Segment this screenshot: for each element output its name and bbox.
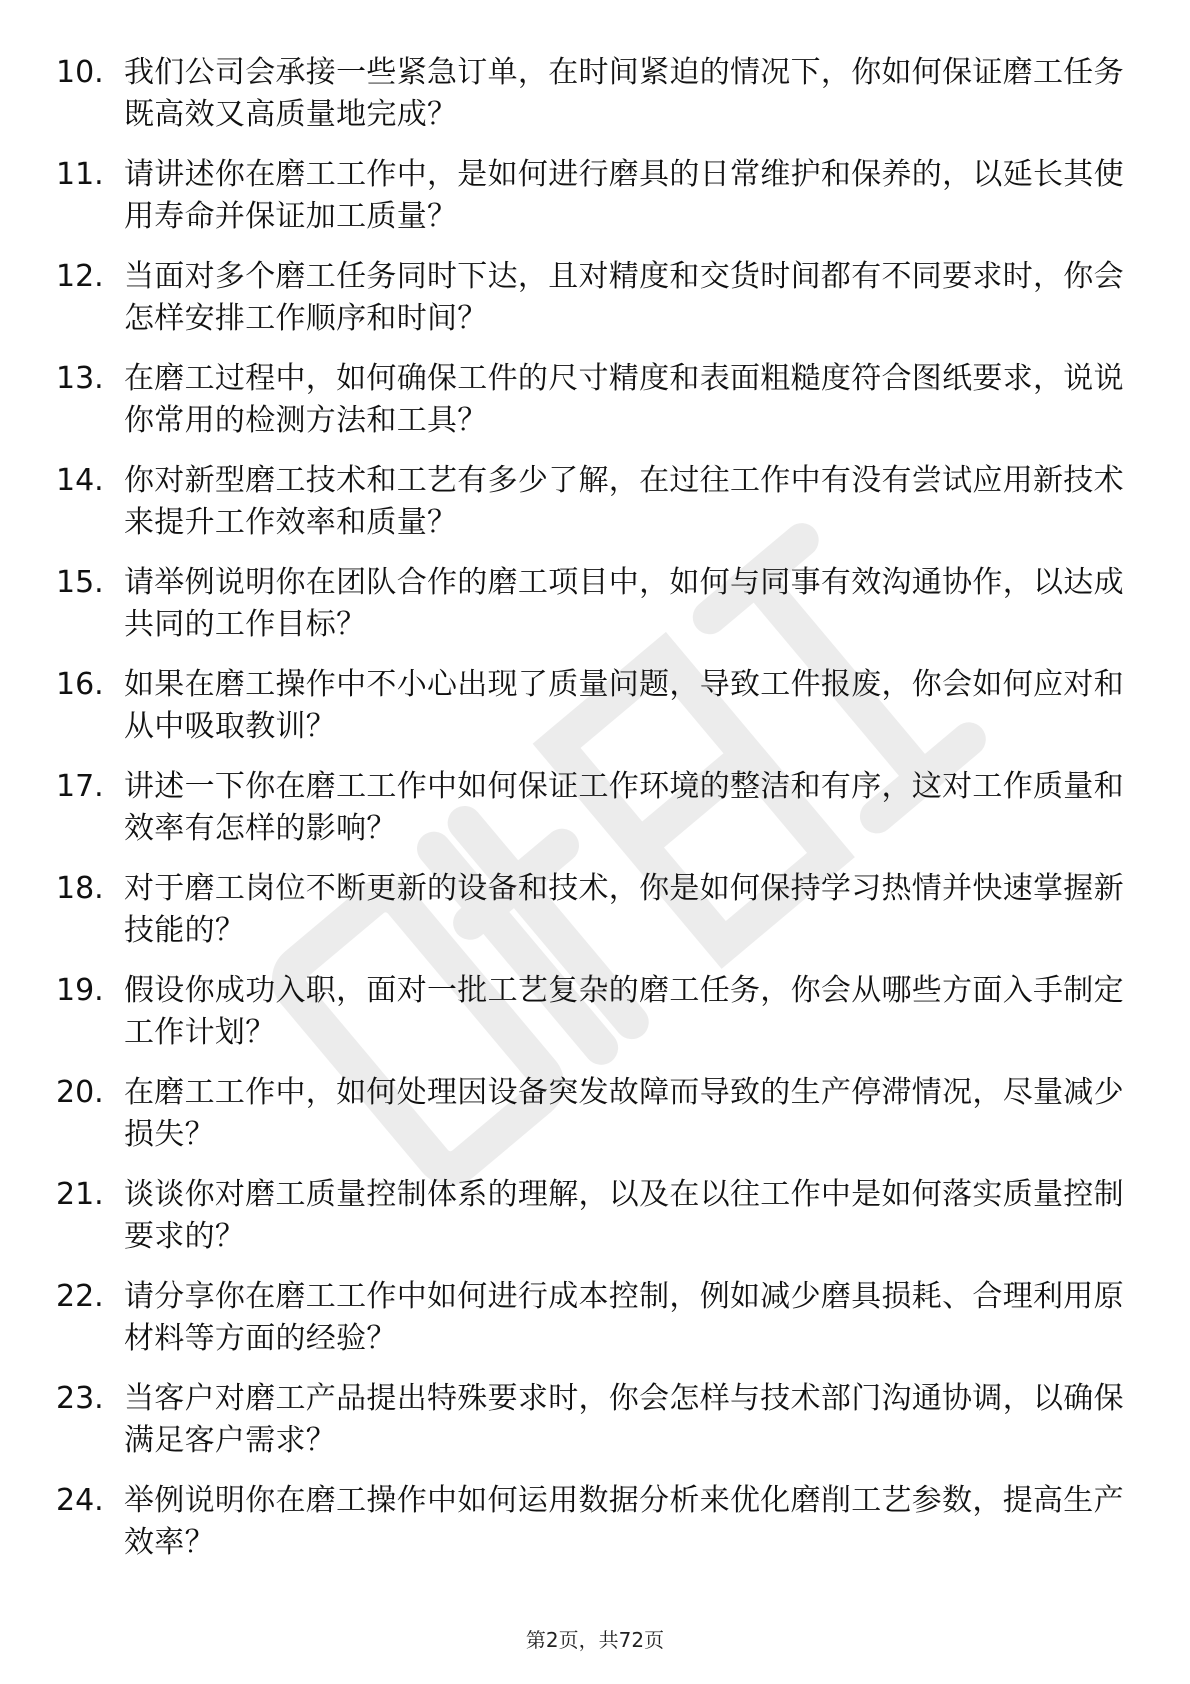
question-text: 讲述一下你在磨工工作中如何保证工作环境的整洁和有序，这对工作质量和效率有怎样的影响？	[124, 769, 1124, 846]
question-text: 假设你成功入职，面对一批工艺复杂的磨工任务，你会从哪些方面入手制定工作计划？	[124, 973, 1124, 1050]
question-text: 在磨工过程中，如何确保工件的尺寸精度和表面粗糙度符合图纸要求，说说你常用的检测方法和工具？	[124, 361, 1124, 438]
question-number: 22.	[56, 1279, 104, 1314]
question-item	[56, 562, 1136, 664]
question-number: 21.	[56, 1177, 104, 1212]
question-number: 18.	[56, 871, 104, 906]
question-number: 20.	[56, 1075, 104, 1110]
question-text: 举例说明你在磨工操作中如何运用数据分析来优化磨削工艺参数，提高生产效率？	[124, 1483, 1124, 1560]
question-item	[56, 1378, 1136, 1480]
question-item	[56, 154, 1136, 256]
question-item	[56, 52, 1136, 154]
question-item	[56, 1174, 1136, 1276]
question-item	[56, 460, 1136, 562]
question-item	[56, 868, 1136, 970]
question-text: 你对新型磨工技术和工艺有多少了解，在过往工作中有没有尝试应用新技术来提升工作效率和质量？	[124, 463, 1124, 540]
question-number: 15.	[56, 565, 104, 600]
question-item	[56, 1072, 1136, 1174]
question-text: 我们公司会承接一些紧急订单，在时间紧迫的情况下，你如何保证磨工任务既高效又高质量地完成？	[124, 55, 1124, 132]
question-text: 谈谈你对磨工质量控制体系的理解，以及在以往工作中是如何落实质量控制要求的？	[124, 1177, 1124, 1254]
question-number: 16.	[56, 667, 104, 702]
question-number: 23.	[56, 1381, 104, 1416]
question-item	[56, 766, 1136, 868]
question-text: 请举例说明你在团队合作的磨工项目中，如何与同事有效沟通协作，以达成共同的工作目标？	[124, 565, 1124, 642]
question-text: 当面对多个磨工任务同时下达，且对精度和交货时间都有不同要求时，你会怎样安排工作顺序和时间？	[124, 259, 1124, 336]
question-number: 24.	[56, 1483, 104, 1518]
question-list	[56, 52, 1136, 1582]
question-text: 当客户对磨工产品提出特殊要求时，你会怎样与技术部门沟通协调，以确保满足客户需求？	[124, 1381, 1124, 1458]
question-item	[56, 1276, 1136, 1378]
question-text: 对于磨工岗位不断更新的设备和技术，你是如何保持学习热情并快速掌握新技能的？	[124, 871, 1124, 948]
question-text: 请分享你在磨工工作中如何进行成本控制，例如减少磨具损耗、合理利用原材料等方面的经验？	[124, 1279, 1124, 1356]
question-item	[56, 256, 1136, 358]
question-number: 13.	[56, 361, 104, 396]
question-item	[56, 358, 1136, 460]
question-number: 12.	[56, 259, 104, 294]
question-number: 11.	[56, 157, 104, 192]
question-number: 17.	[56, 769, 104, 804]
question-item	[56, 970, 1136, 1072]
page-footer	[0, 1624, 1190, 1653]
question-number: 14.	[56, 463, 104, 498]
question-text: 请讲述你在磨工工作中，是如何进行磨具的日常维护和保养的，以延长其使用寿命并保证加工质量？	[124, 157, 1124, 234]
question-number: 19.	[56, 973, 104, 1008]
question-item	[56, 1480, 1136, 1582]
question-number: 10.	[56, 55, 104, 90]
question-text: 在磨工工作中，如何处理因设备突发故障而导致的生产停滞情况，尽量减少损失？	[124, 1075, 1124, 1152]
page-number-label: 第2页，共72页	[525, 1628, 665, 1652]
question-text: 如果在磨工操作中不小心出现了质量问题，导致工件报废，你会如何应对和从中吸取教训？	[124, 667, 1124, 744]
question-item	[56, 664, 1136, 766]
